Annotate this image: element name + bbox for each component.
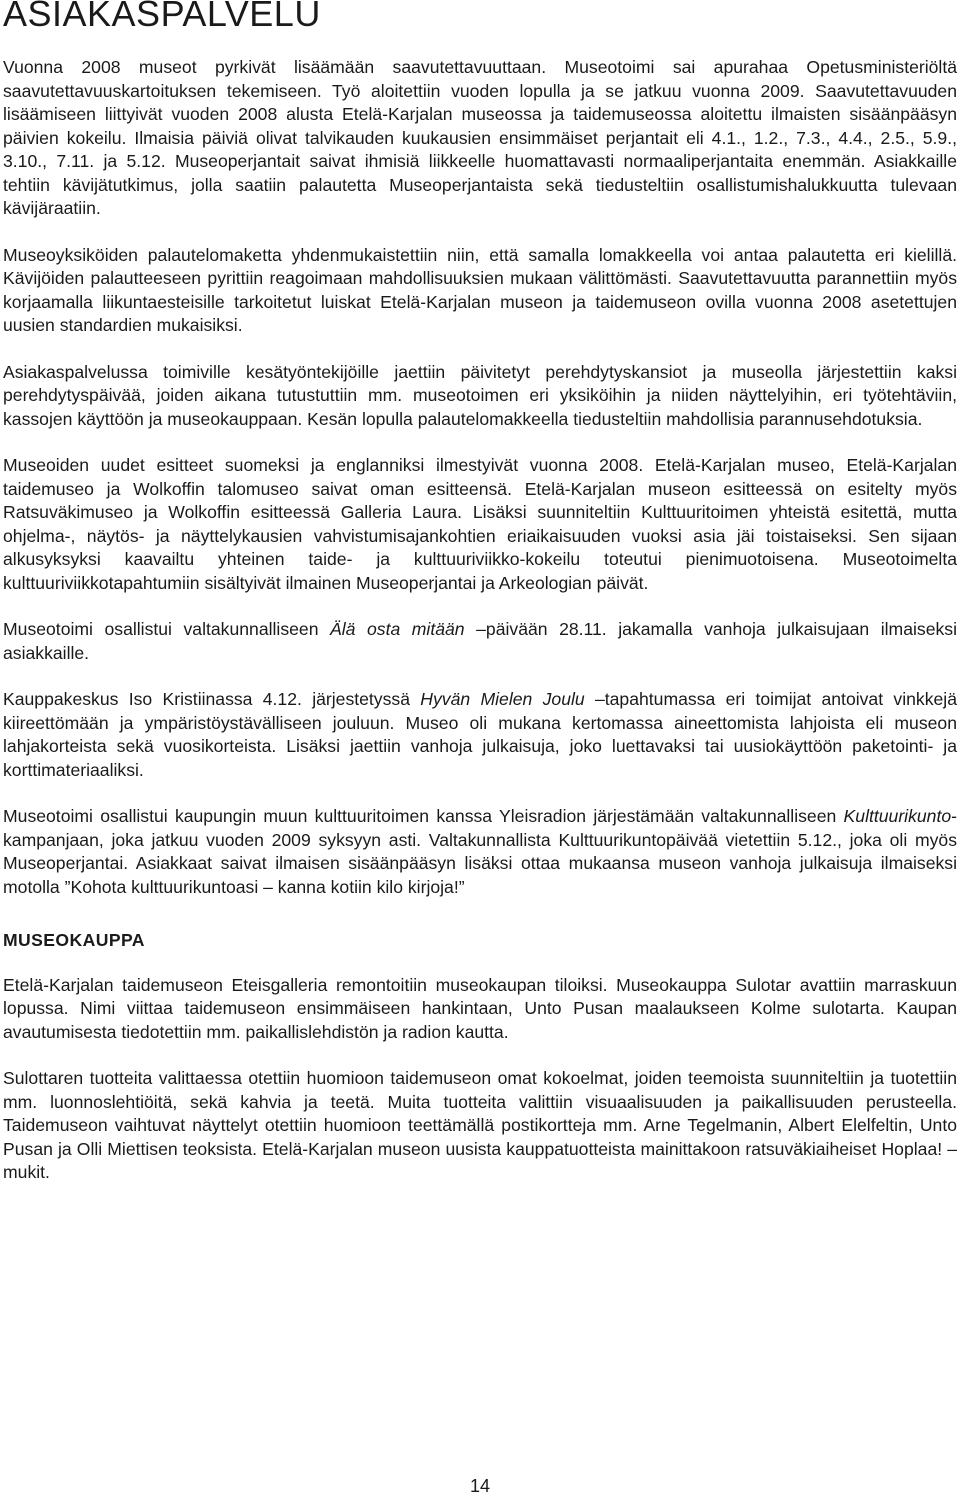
event-name-italic: Älä osta mitään — [330, 619, 465, 639]
paragraph-text-before: Kauppakeskus Iso Kristiinassa 4.12. järjestetyssä — [3, 689, 421, 709]
paragraph-culture-campaign — [3, 805, 957, 899]
paragraph-summer-staff: Asiakaspalvelussa toimiville kesätyöntekijöille jaettiin päivitetyt perehdytyskansiot ja museolla järjestettiin kaksi perehdytyspäivää, joiden aikana tutustuttiin mm. museotoimen eri yksiköihin ja niiden näyttelyihin, eri työtehtäviin, kassojen käyttöön ja museokauppaan. Kesän lopulla palautelomakkeella tiedusteltiin mahdollisia parannusehdotuksia. — [3, 361, 957, 429]
section-heading-museokauppa: MUSEOKAUPPA — [3, 930, 145, 950]
paragraph-free-admission: Vuonna 2008 museot pyrkivät lisäämään saavutettavuuttaan. Museotoimi sai apurahaa Opetusministeriöltä saavutettavuuskartoituksen tekemiseen. Työ aloitettiin vuoden lopulla ja se jatkuu vuonna 2009. Saavutettavuuden lisäämiseen liittyivät vuoden 2008 alusta Etelä-Karjalan museossa ja taidemuseossa aloitettu ilmaisten sisäänpääsyn päivien kokeilu. Ilmaisia päiviä olivat talvikauden kuukausien ensimmäiset perjantait eli 4.1., 1.2., 7.3., 4.4., 2.5., 5.9., 3.10., 7.11. ja 5.12. Museoperjantait saivat ihmisiä liikkeelle huomattavasti normaaliperjantaita enemmän. Asiakkaille tehtiin kävijätutkimus, jolla saatiin palautetta Museoperjantaista sekä tiedusteltiin osallistumishalukkuutta tulevaan kävijäraatiin. — [3, 57, 957, 218]
paragraph-brochures: Museoiden uudet esitteet suomeksi ja englanniksi ilmestyivät vuonna 2008. Etelä-Karjalan museo, Etelä-Karjalan taidemuseo ja Wolkoffin talomuseo saivat oman esitteensä. Etelä-Karjalan museon esitteessä on esitelty myös Ratsuväkimuseo ja Wolkoffin esitteessä Galleria Laura. Lisäksi suunniteltiin Kulttuuritoimen yhteistä esitettä, mutta ohjelma-, näytös- ja näyttelykausien vahvistumisajankohtien eriaikaisuuden vuoksi asia jäi toistaiseksi. Sen sijaan alkusyksyksi kaavailtu yhteinen taide- ja kulttuuriviikko-kokeilu toteutui pienimuotoisena. Museotoimelta kulttuuriviikkotapahtumiin sisältyivät ilmainen Museoperjantai ja Arkeologian päivät. — [3, 455, 957, 593]
campaign-name-italic: Kulttuurikunto — [843, 806, 952, 826]
page-number: 14 — [469, 1476, 491, 1496]
paragraph-text-before: Museotoimi osallistui kaupungin muun kulttuuritoimen kanssa Yleisradion järjestämään valtakunnalliseen — [3, 806, 844, 826]
event-name-italic: Hyvän Mielen Joulu — [420, 689, 585, 709]
paragraph-feedback-form: Museoyksiköiden palautelomaketta yhdenmukaistettiin niin, että samalla lomakkeella voi antaa palautetta eri kielillä. Kävijöiden palautteeseen pyrittiin reagoimaan mahdollisuuksien mukaan välittömästi. Saavutettavuutta parannettiin myös korjaamalla liikuntaesteisille tarkoitetut luiskat Etelä-Karjalan museon ja taidemuseon ovilla vuonna 2008 asetettujen uusien standardien mukaisiksi. — [3, 244, 957, 335]
paragraph-text-after: –tapahtumassa eri toimijat antoivat vinkkejä kiireettömään ja ympäristöystävälliseen jouluun. Museo oli mukana kertomassa aineettomista lahjoista eli museon lahjakorteista sekä vuosikorteista. Lisäksi jaettiin vanhoja julkaisuja, joko luettavaksi tai uusiokäyttöön paketointi- ja korttimateriaaliksi. — [3, 689, 957, 780]
paragraph-shop-opening: Etelä-Karjalan taidemuseon Eteisgalleria remontoitiin museokaupan tiloiksi. Museokauppa Sulotar avattiin marraskuun lopussa. Nimi viittaa taidemuseon ensimmäiseen hankintaan, Unto Pusan maalaukseen Kolme sulotarta. Kaupan avautumisesta tiedotettiin mm. paikallislehdistön ja radion kautta. — [3, 974, 957, 1042]
paragraph-text-before: Museotoimi osallistui valtakunnalliseen — [3, 619, 331, 639]
page-title: ASIAKASPALVELU — [3, 0, 321, 34]
body-text — [3, 56, 957, 1208]
paragraph-text-after: –päivään 28.11. jakamalla vanhoja julkaisujaan ilmaiseksi asiakkaille. — [3, 619, 957, 663]
paragraph-shop-products: Sulottaren tuotteita valittaessa otettiin huomioon taidemuseon omat kokoelmat, joiden teemoista suunniteltiin ja tuotettiin mm. luonnoslehtiöitä, sekä kahvia ja teetä. Muita tuotteita valittiin visuaalisuuden ja paikallisuuden perusteella. Taidemuseon vaihtuvat näyttelyt otettiin huomioon teettämällä postikortteja mm. Arne Tegelmanin, Albert Elelfeltin, Unto Pusan ja Olli Miettisen teoksista. Etelä-Karjalan museon uusista kauppatuotteista mainittakoon ratsuväkiaiheiset Hoplaa! –mukit. — [3, 1068, 957, 1182]
paragraph-text-after: -kampanjaan, joka jatkuu vuoden 2009 syksyyn asti. Valtakunnallista Kulttuurikuntopäivää vietettiin 5.12., joka oli myös Museoperjantai. Asiakkaat saivat ilmaisen sisäänpääsyn lisäksi ottaa mukaansa museon vanhoja julkaisuja ilmaiseksi motolla ”Kohota kulttuurikuntoasi – kanna kotiin kilo kirjoja!” — [3, 806, 957, 897]
paragraph-christmas-event — [3, 688, 957, 782]
paragraph-buy-nothing-day — [3, 618, 957, 665]
